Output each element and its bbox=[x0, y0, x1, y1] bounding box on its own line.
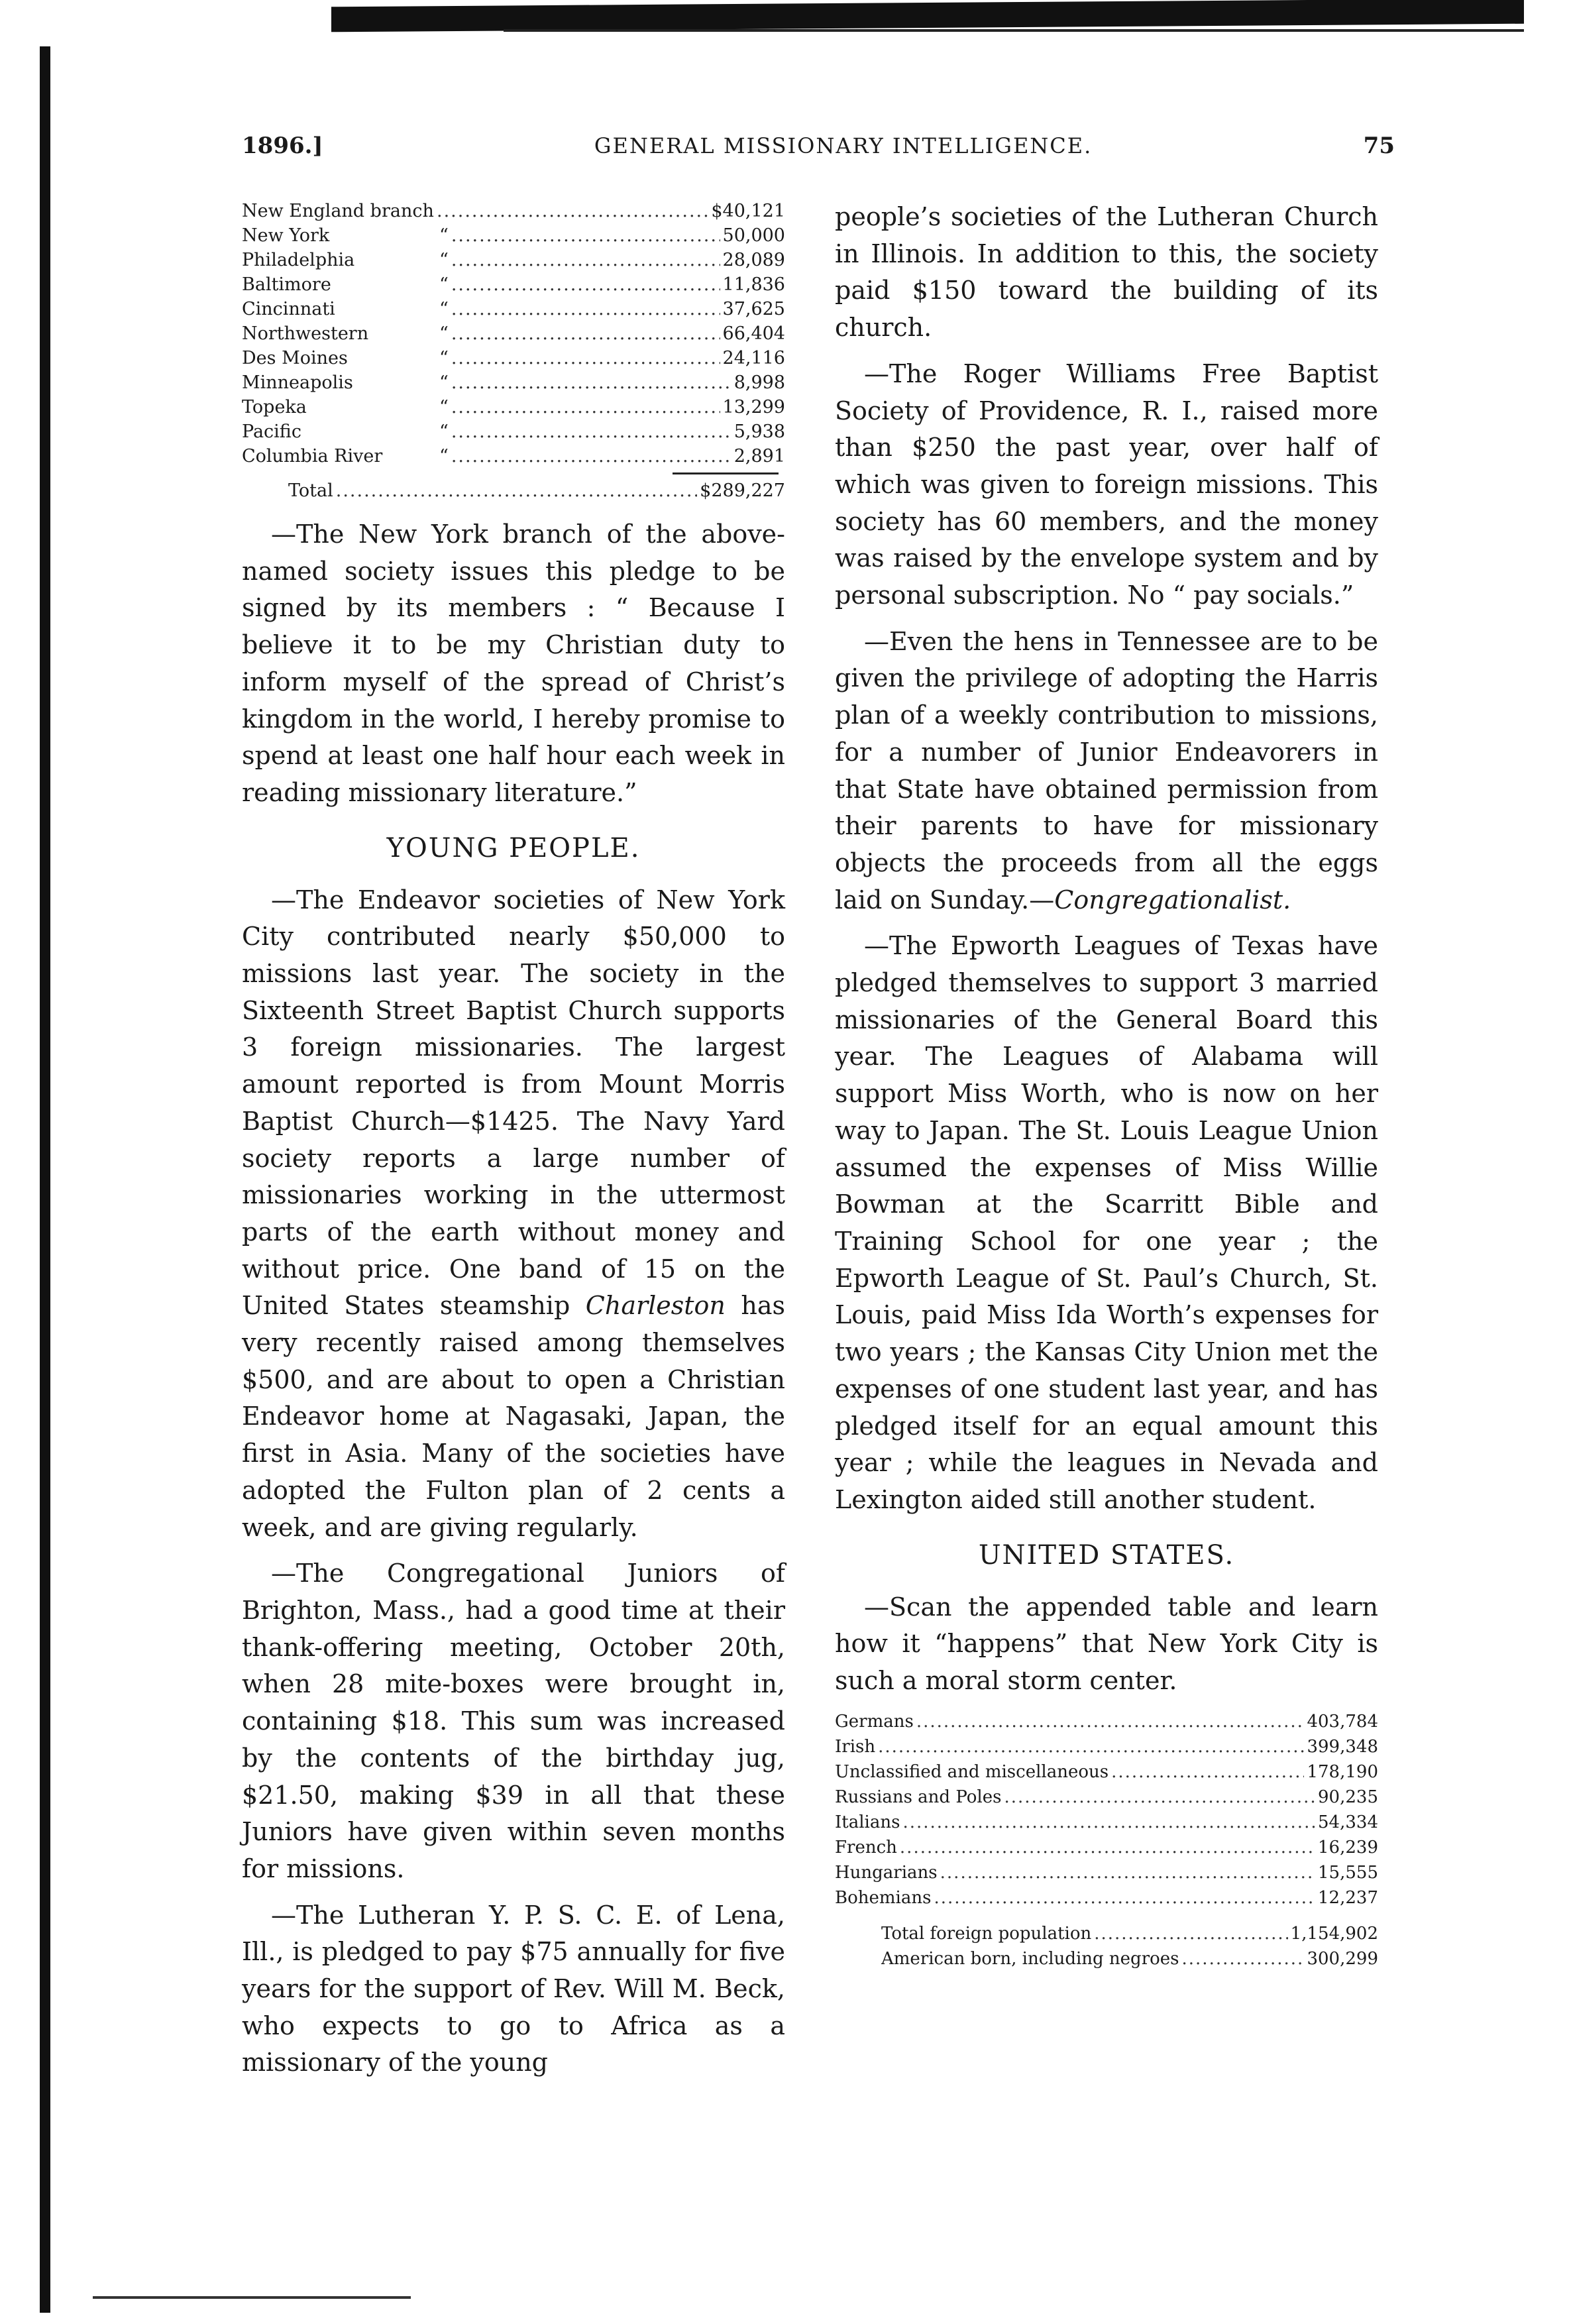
population-group: Hungarians bbox=[835, 1862, 938, 1883]
paragraph-tennessee: —Even the hens in Tennessee are to be given the privilege of adopting the Harris plan of a weekly contribution to missions, for a number of Junior Endeavorers in that State have obtained permission from their parents to have for missionary objects the proceeds from all the eggs laid on Sunday.—Congregationalist. bbox=[835, 626, 1378, 914]
scan-edge-bottom bbox=[93, 2296, 411, 2299]
branch-amount: 37,625 bbox=[722, 299, 785, 319]
branch-amount: 50,000 bbox=[722, 225, 785, 246]
branch-table bbox=[242, 199, 785, 503]
population-group: Irish bbox=[835, 1736, 876, 1757]
branch-amount: 2,891 bbox=[733, 446, 785, 467]
table-row: Philadelphia “ ..... 28,089 bbox=[242, 248, 785, 272]
table-row bbox=[835, 1860, 1378, 1885]
population-count: 403,784 bbox=[1307, 1711, 1378, 1732]
population-count: 399,348 bbox=[1307, 1736, 1378, 1757]
population-group: Italians bbox=[835, 1812, 900, 1832]
paragraph-roger-williams: —The Roger Williams Free Baptist Society of Providence, R. I., raised more than $250 the past year, over half of which was given to foreign missions. This society has 60 members, and the money was raised by the envelope system and by personal subscription. No “ pay socials.” bbox=[835, 359, 1378, 610]
population-table bbox=[835, 1709, 1378, 1910]
table-total-row bbox=[881, 1946, 1378, 1971]
journal-page bbox=[242, 133, 1395, 2280]
table-row bbox=[835, 1810, 1378, 1835]
population-count: 15,555 bbox=[1318, 1862, 1378, 1883]
branch-name: New England branch bbox=[242, 201, 434, 221]
branch-name: New York bbox=[242, 225, 330, 246]
table-row: New York “ ..... 50,000 bbox=[242, 223, 785, 248]
header-title: GENERAL MISSIONARY INTELLIGENCE. bbox=[594, 133, 1093, 158]
paragraph-lutheran-cont: people’s societies of the Lutheran Church in Illinois. In addition to this, the society paid $150 toward the building of its church. bbox=[835, 202, 1378, 343]
table-row: Topeka “ ..... 13,299 bbox=[242, 395, 785, 419]
total-amount: $289,227 bbox=[700, 480, 785, 501]
table-row: Columbia River “ ..... 2,891 bbox=[242, 444, 785, 469]
section-heading-young-people: YOUNG PEOPLE. bbox=[386, 832, 641, 863]
total-rule bbox=[673, 472, 779, 474]
branch-amount: $40,121 bbox=[711, 201, 785, 221]
right-column bbox=[835, 199, 1378, 1971]
branch-amount: 24,116 bbox=[722, 348, 785, 368]
section-heading-united-states: UNITED STATES. bbox=[978, 1539, 1235, 1571]
branch-amount: 8,998 bbox=[733, 372, 785, 393]
page-number: 75 bbox=[1363, 133, 1395, 159]
paragraph-lutheran: —The Lutheran Y. P. S. C. E. of Lena, Ill., is pledged to pay $75 annually for five years for the support of Rev. Will M. Beck, who expects to go to Africa as a missionary of the young bbox=[242, 1900, 785, 2077]
source-citation: Congregationalist. bbox=[1054, 885, 1291, 914]
total-label: Total foreign population bbox=[881, 1923, 1092, 1944]
branch-name: Philadelphia bbox=[242, 250, 355, 270]
table-total-row bbox=[881, 1921, 1378, 1946]
scan-edge-left bbox=[40, 46, 50, 2313]
branch-name: Baltimore bbox=[242, 274, 331, 295]
paragraph-brighton: —The Congregational Juniors of Brighton, Mass., had a good time at their thank-offering meeting, October 20th, when 28 mite-boxes were brought in, containing $18. This sum was increased by the contents of the birthday jug, $21.50, making $39 in all that these Juniors have given within seven months for missions. bbox=[242, 1559, 785, 1883]
header-year: 1896.] bbox=[242, 133, 323, 159]
scan-edge-top-thin bbox=[504, 29, 1524, 32]
paragraph-scan-table: —Scan the appended table and learn how it “happens” that New York City is such a moral storm center. bbox=[835, 1592, 1378, 1696]
table-row bbox=[242, 199, 785, 223]
left-column bbox=[242, 199, 785, 2091]
branch-name: Pacific bbox=[242, 421, 301, 442]
table-row: Pacific “ ..... 5,938 bbox=[242, 419, 785, 444]
branch-name: Topeka bbox=[242, 397, 307, 417]
table-row: Northwestern “ ..... 66,404 bbox=[242, 321, 785, 346]
branch-name: Des Moines bbox=[242, 348, 348, 368]
branch-amount: 66,404 bbox=[722, 323, 785, 344]
branch-amount: 28,089 bbox=[722, 250, 785, 270]
population-count: 178,190 bbox=[1307, 1761, 1378, 1782]
population-count: 90,235 bbox=[1318, 1787, 1378, 1807]
branch-name: Columbia River bbox=[242, 446, 383, 467]
table-row bbox=[835, 1759, 1378, 1785]
table-row bbox=[835, 1835, 1378, 1860]
table-total-row bbox=[242, 478, 785, 503]
paragraph-endeavor: —The Endeavor societies of New York City contributed nearly $50,000 to missions last year. The society in the Sixteenth Street Baptist Church supports 3 foreign missionaries. The largest amount reported is from Mount Morris Baptist Church—$1425. The Navy Yard society reports a large number of missionaries working in the uttermost parts of the earth without money and without price. One band of 15 on the United States steamship Charleston has very recently raised among themselves $500, and are about to open a Christian Endeavor home at Nagasaki, Japan, the first in Asia. Many of the societies have adopted the Fulton plan of 2 cents a week, and are giving regularly. bbox=[242, 885, 786, 1542]
paragraph-pledge: —The New York branch of the above-named society issues this pledge to be signed by its members : “ Because I believe it to be my Christian duty to inform myself of the spread of Christ’s kingdom in the world, I hereby promise to spend at least one half hour each week in reading missionary literature.” bbox=[242, 520, 785, 807]
table-row: Cincinnati “ ..... 37,625 bbox=[242, 297, 785, 321]
table-row bbox=[835, 1885, 1378, 1910]
running-head bbox=[242, 133, 1395, 172]
table-row bbox=[835, 1785, 1378, 1810]
branch-name: Cincinnati bbox=[242, 299, 335, 319]
scan-edge-top bbox=[331, 0, 1524, 32]
table-row bbox=[835, 1709, 1378, 1734]
branch-amount: 5,938 bbox=[733, 421, 785, 442]
population-group: Germans bbox=[835, 1711, 914, 1732]
branch-amount: 13,299 bbox=[722, 397, 785, 417]
american-label: American born, including negroes bbox=[881, 1948, 1179, 1969]
population-count: 16,239 bbox=[1318, 1837, 1378, 1857]
population-totals bbox=[835, 1921, 1378, 1971]
table-row: Minneapolis “ ..... 8,998 bbox=[242, 370, 785, 395]
branch-name: Minneapolis bbox=[242, 372, 353, 393]
population-group: Russians and Poles bbox=[835, 1787, 1002, 1807]
population-count: 12,237 bbox=[1318, 1887, 1378, 1908]
table-row: Des Moines “ ..... 24,116 bbox=[242, 346, 785, 370]
population-group: French bbox=[835, 1837, 897, 1857]
paragraph-epworth: —The Epworth Leagues of Texas have pledged themselves to support 3 married missionaries of the General Board this year. The Leagues of Alabama will support Miss Worth, who is now on her way to Japan. The St. Louis League Union assumed the expenses of Miss Willie Bowman at the Scarritt Bible and Training School for one year ; the Epworth League of St. Paul’s Church, St. Louis, paid Miss Ida Worth’s expenses for two years ; the Kansas City Union met the expenses of one student last year, and has pledged itself for an equal amount this year ; while the leagues in Nevada and Lexington aided still another student. bbox=[835, 931, 1378, 1514]
population-group: Unclassified and miscellaneous bbox=[835, 1761, 1109, 1782]
population-count: 54,334 bbox=[1318, 1812, 1378, 1832]
branch-name: Northwestern bbox=[242, 323, 369, 344]
branch-amount: 11,836 bbox=[722, 274, 785, 295]
total-amount: 1,154,902 bbox=[1290, 1923, 1378, 1944]
ship-name: Charleston bbox=[585, 1291, 726, 1321]
american-amount: 300,299 bbox=[1307, 1948, 1378, 1969]
table-row: Baltimore “ ..... 11,836 bbox=[242, 272, 785, 297]
table-row bbox=[835, 1734, 1378, 1759]
population-group: Bohemians bbox=[835, 1887, 932, 1908]
total-label: Total bbox=[288, 480, 333, 501]
